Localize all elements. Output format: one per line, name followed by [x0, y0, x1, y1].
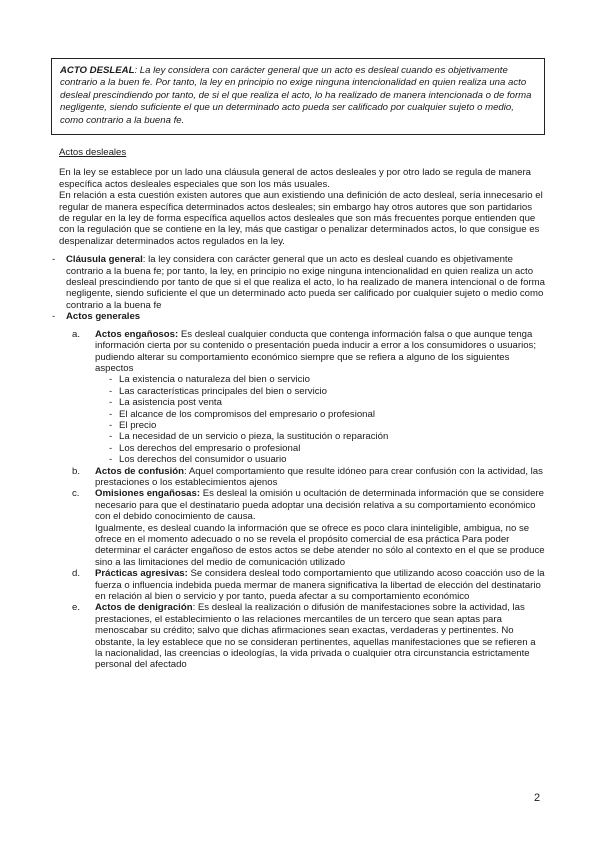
aspect-item: - Los derechos del consumidor o usuario [109, 454, 287, 466]
aspect-item: - Los derechos del empresario o profesional [109, 442, 301, 454]
aspect-item: - El precio [109, 419, 157, 431]
item-text: : Aquel comportamiento que resulte idóneo para crear confusión con la actividad, las prestaciones o los establecimientos ajenos [95, 465, 543, 488]
list-marker: c. [72, 488, 80, 500]
bullet-marker: - [52, 311, 56, 323]
page-number: 2 [534, 792, 541, 804]
definition-term: ACTO DESLEAL [60, 65, 135, 76]
list-marker: b. [72, 465, 81, 477]
list-item-a [72, 328, 545, 466]
item-text: Es desleal cualquier conducta que contenga información falsa o que aunque tenga información cierta por su contenido o presentación pueda inducir a error a los consumidores o usuarios; pudiendo alterar su comportamiento económico siempre que se refiera a alguno de los siguientes aspectos [95, 328, 537, 374]
aspect-item: - La necesidad de un servicio o pieza, la sustitución o reparación [109, 431, 389, 443]
list-item-b [72, 465, 545, 489]
list-item-d [72, 568, 545, 603]
bullet-actos-generales [52, 311, 545, 322]
bullet-text: : la ley considera con carácter general que un acto es desleal cuando es objetivamente contrario a la buena fe; por tanto, la ley, en principio no exige ninguna intencionalidad en quien realiza un acto desleal prescindiendo por tanto de que si el que realiza el acto, lo ha realizado de manera intencional o de forma negligente, siendo suficiente el que un determinado acto pueda ser calificado por cualquier sujeto o medio como contrario a la buena fe [66, 254, 545, 311]
intro-paragraph-1: En la ley se establece por un lado una cláusula general de actos desleales y por otro lado se regula de manera específica actos desleales especiales que son los más usuales. [59, 167, 531, 190]
item-text-continued: Igualmente, es desleal cuando la información que se ofrece es poco clara ininteligible, ambigua, no se ofrece en el momento adecuado o no se revela el propósito comercial de esa práctica Para poder determinar el carácter engañoso de estos actos se debe atender no sólo al contexto en el que se produce sino a las limitaciones del medio de comunicación utilizado [95, 522, 545, 568]
bullet-marker: - [52, 254, 56, 266]
definition-text: : La ley considera con carácter general que un acto es desleal cuando es objetivamente contrario a la buen fe. Por tanto, la ley en principio no exige ninguna intencionalidad en quien realiza una acto desleal prescindiendo por tanto, de si el que realiza el acto, lo ha realizado de manera intencionada o de forma negligente, siendo suficiente el que un determinado acto pueda ser calificado por cualquier sujeto o medio, como contrario a la buena fe. [60, 65, 532, 126]
acts-list [72, 328, 545, 671]
list-item-c [72, 488, 545, 568]
bullet-title: Actos generales [66, 311, 141, 323]
intro-paragraph-2: En relación a esta cuestión existen autores que aun existiendo una definición de acto desleal, sería innecesario el regular de manera específica determinados actos desleales; sin embargo hay otros autores que son partidarios de regular en la ley de forma específica aquellos actos desleales que son más frecuentes porque entienden que con la regulación que se contiene en la ley, más que castigar o penalizar determinados actos, lo que consigue es despenalizar determinados actos regulados en la ley. [59, 190, 543, 247]
main-content [52, 147, 545, 671]
item-title: Omisiones engañosas: [95, 488, 201, 500]
item-title: Prácticas agresivas: [95, 568, 188, 580]
aspect-item: - El alcance de los compromisos del empresario o profesional [109, 408, 375, 420]
definition-box [51, 58, 545, 135]
list-item-e [72, 602, 545, 671]
list-marker: d. [72, 568, 81, 580]
section-title: Actos desleales [59, 147, 127, 158]
bullet-clausula-general [52, 254, 545, 311]
item-title: Actos de denigración [95, 602, 193, 614]
aspect-item: - Las características principales del bien o servicio [109, 385, 327, 397]
item-text: Se considera desleal todo comportamiento que utilizando acoso coacción uso de la fuerza o influencia indebida pueda mermar de manera significativa la libertad de elección del destinatario en relación al bien o servicio y por tanto, pueda afectar a su comportamiento económico [95, 568, 545, 603]
item-title: Actos engañosos: [95, 328, 179, 340]
aspect-item: - La asistencia post venta [109, 397, 222, 409]
bullet-title: Cláusula general [66, 254, 143, 266]
aspects-list [109, 374, 545, 465]
item-text: Es desleal la omisión u ocultación de determinada información que se considere necesario para que el destinatario pueda adoptar una decisión relativa a su comportamiento económico con el debido conocimiento de causa. [95, 488, 545, 523]
item-title: Actos de confusión [95, 465, 185, 477]
item-text: : Es desleal la realización o difusión de manifestaciones sobre la actividad, las prestaciones, el establecimiento o las relaciones mercantiles de un tercero que sean aptas para menoscabar su crédito; salvo que dichas afirmaciones sean exactas, verdaderas y pertinentes. No obstante, la ley establece que no se consideran pertinentes, aquellas manifestaciones que se refieren a la nacionalidad, las creencias o ideologías, la vida privada o cualquier otra circunstancia estrictamente personal del afectado [95, 602, 536, 671]
list-marker: a. [72, 328, 81, 340]
list-marker: e. [72, 602, 81, 614]
aspect-item: - La existencia o naturaleza del bien o servicio [109, 374, 310, 386]
